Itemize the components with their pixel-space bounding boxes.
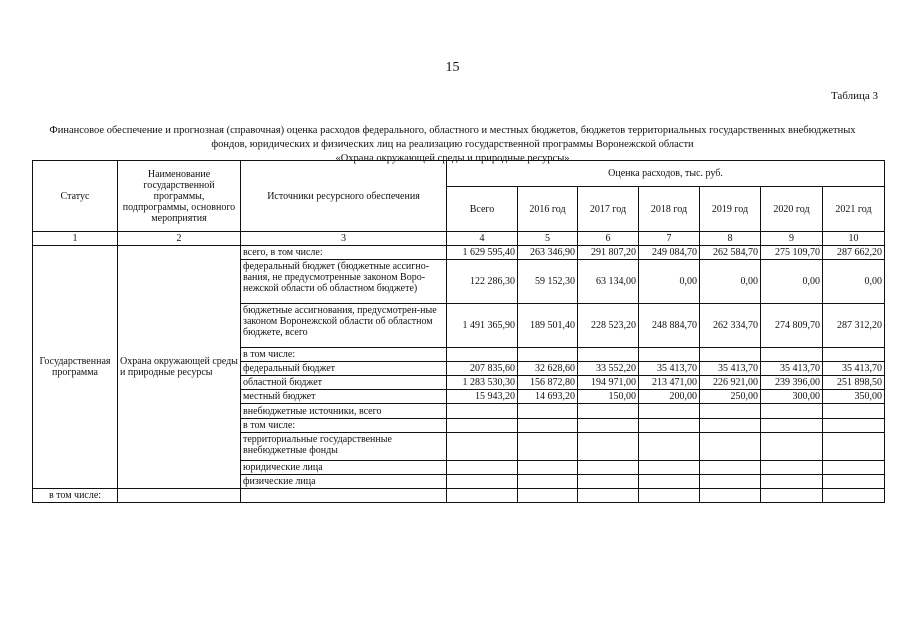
source-label: в том числе: (241, 419, 447, 433)
value-year: 287 662,20 (823, 246, 885, 260)
column-number: 1 (33, 232, 118, 246)
value-year: 250,00 (700, 390, 761, 404)
source-label: всего, в том числе: (241, 246, 447, 260)
header-year: 2018 год (639, 187, 700, 232)
value-year: 14 693,20 (518, 390, 578, 404)
value-year: 239 396,00 (761, 376, 823, 390)
footer-row (33, 489, 885, 503)
value-year: 251 898,50 (823, 376, 885, 390)
value-year (823, 433, 885, 461)
value-total: 207 835,60 (447, 362, 518, 376)
table-cell (118, 489, 241, 503)
value-total (447, 475, 518, 489)
table-cell (639, 489, 700, 503)
value-year (578, 433, 639, 461)
value-year: 35 413,70 (761, 362, 823, 376)
value-year (518, 348, 578, 362)
value-year (761, 419, 823, 433)
title-line-2: фондов, юридических и физических лиц на реализацию государственной программы Воронежской области (211, 139, 694, 150)
table-label: Таблица 3 (830, 90, 878, 102)
value-year: 35 413,70 (823, 362, 885, 376)
table-cell (823, 489, 885, 503)
column-number: 8 (700, 232, 761, 246)
value-year (761, 348, 823, 362)
value-year (700, 348, 761, 362)
value-year: 35 413,70 (639, 362, 700, 376)
value-year: 189 501,40 (518, 304, 578, 348)
value-year (700, 461, 761, 475)
column-number: 3 (241, 232, 447, 246)
value-year: 200,00 (639, 390, 700, 404)
value-year: 33 552,20 (578, 362, 639, 376)
column-number: 7 (639, 232, 700, 246)
value-year (578, 461, 639, 475)
value-year: 226 921,00 (700, 376, 761, 390)
column-number: 6 (578, 232, 639, 246)
program-name: Охрана окружающей среды и природные ресурсы (118, 246, 241, 489)
value-total (447, 404, 518, 419)
source-label: областной бюджет (241, 376, 447, 390)
value-year (518, 404, 578, 419)
value-year: 228 523,20 (578, 304, 639, 348)
footer-row-label: в том числе: (33, 489, 118, 503)
value-year (578, 404, 639, 419)
value-year (518, 475, 578, 489)
value-year (761, 475, 823, 489)
value-year: 0,00 (823, 260, 885, 304)
value-year (578, 419, 639, 433)
column-number: 9 (761, 232, 823, 246)
header-total: Всего (447, 187, 518, 232)
value-year: 150,00 (578, 390, 639, 404)
header-row (33, 161, 885, 187)
value-total (447, 461, 518, 475)
header-estimate: Оценка расходов, тыс. руб. (447, 161, 885, 187)
value-year (639, 419, 700, 433)
value-year (639, 475, 700, 489)
value-year: 300,00 (761, 390, 823, 404)
table-cell (447, 489, 518, 503)
value-year (823, 475, 885, 489)
table-cell (241, 489, 447, 503)
source-label: федеральный бюджет (бюджетные ассигно-вания, не предусмотренные законом Воро-нежской области об областном бюджете) (241, 260, 447, 304)
source-label: бюджетные ассигнования, предусмотрен-ные законом Воронежской области об областном бюджете, всего (241, 304, 447, 348)
value-year (700, 419, 761, 433)
value-year: 275 109,70 (761, 246, 823, 260)
value-year: 213 471,00 (639, 376, 700, 390)
page-number: 15 (445, 60, 460, 75)
column-number: 2 (118, 232, 241, 246)
value-year (578, 348, 639, 362)
value-year (578, 475, 639, 489)
value-year: 350,00 (823, 390, 885, 404)
value-year: 248 884,70 (639, 304, 700, 348)
budget-table (32, 160, 885, 503)
program-status: Государственная программа (33, 246, 118, 489)
table-cell (761, 489, 823, 503)
value-year (761, 461, 823, 475)
value-year: 0,00 (761, 260, 823, 304)
header-year: 2019 год (700, 187, 761, 232)
value-total: 1 491 365,90 (447, 304, 518, 348)
value-year (823, 419, 885, 433)
value-year: 32 628,60 (518, 362, 578, 376)
value-year (639, 348, 700, 362)
value-year (700, 475, 761, 489)
value-year: 274 809,70 (761, 304, 823, 348)
table-cell (700, 489, 761, 503)
column-number: 4 (447, 232, 518, 246)
header-name: Наименование государственной программы, подпрограммы, основного мероприятия (118, 161, 241, 232)
value-total: 1 629 595,40 (447, 246, 518, 260)
value-total: 1 283 530,30 (447, 376, 518, 390)
value-total (447, 419, 518, 433)
source-label: территориальные государственные внебюджетные фонды (241, 433, 447, 461)
table-cell (578, 489, 639, 503)
header-status: Статус (33, 161, 118, 232)
value-total: 15 943,20 (447, 390, 518, 404)
header-source: Источники ресурсного обеспечения (241, 161, 447, 232)
value-year: 59 152,30 (518, 260, 578, 304)
header-year: 2021 год (823, 187, 885, 232)
column-number-row (33, 232, 885, 246)
source-label: юридические лица (241, 461, 447, 475)
source-label: местный бюджет (241, 390, 447, 404)
value-year: 35 413,70 (700, 362, 761, 376)
title-line-1: Финансовое обеспечение и прогнозная (справочная) оценка расходов федерального, областного и местных бюджетов, бюджетов территориальных государственных внебюджетных (49, 125, 856, 136)
value-year: 63 134,00 (578, 260, 639, 304)
value-year: 263 346,90 (518, 246, 578, 260)
value-year (518, 461, 578, 475)
value-year: 262 584,70 (700, 246, 761, 260)
header-year: 2017 год (578, 187, 639, 232)
value-total (447, 433, 518, 461)
column-number: 5 (518, 232, 578, 246)
value-year (761, 433, 823, 461)
value-year (518, 419, 578, 433)
value-year: 291 807,20 (578, 246, 639, 260)
value-year (761, 404, 823, 419)
value-total (447, 348, 518, 362)
table-row (33, 246, 885, 260)
value-year: 0,00 (700, 260, 761, 304)
source-label: в том числе: (241, 348, 447, 362)
value-year (518, 433, 578, 461)
value-year: 262 334,70 (700, 304, 761, 348)
source-label: федеральный бюджет (241, 362, 447, 376)
value-year (700, 404, 761, 419)
title-line-3: «Охрана окружающей среды и природные ресурсы» (335, 153, 570, 164)
value-year: 287 312,20 (823, 304, 885, 348)
value-year (639, 461, 700, 475)
table-cell (518, 489, 578, 503)
value-year (823, 404, 885, 419)
value-year: 0,00 (639, 260, 700, 304)
value-year: 156 872,80 (518, 376, 578, 390)
value-year: 194 971,00 (578, 376, 639, 390)
source-label: физические лица (241, 475, 447, 489)
header-year: 2020 год (761, 187, 823, 232)
value-year (639, 433, 700, 461)
value-year (700, 433, 761, 461)
value-year: 249 084,70 (639, 246, 700, 260)
header-year: 2016 год (518, 187, 578, 232)
source-label: внебюджетные источники, всего (241, 404, 447, 419)
value-year (823, 348, 885, 362)
value-year (823, 461, 885, 475)
value-year (639, 404, 700, 419)
column-number: 10 (823, 232, 885, 246)
value-total: 122 286,30 (447, 260, 518, 304)
